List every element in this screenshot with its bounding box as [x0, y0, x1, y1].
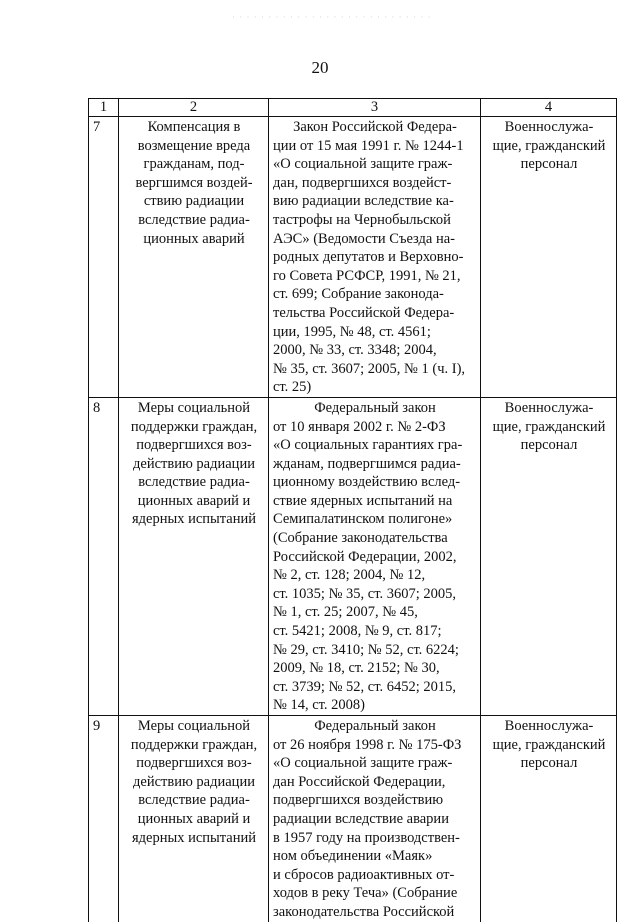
table-row	[89, 117, 617, 398]
measure-cell	[119, 397, 269, 715]
category-line: щие, гражданский	[492, 736, 606, 753]
measure-line: ционных аварий	[143, 230, 245, 247]
law-line: «О социальной защите граж-	[273, 156, 453, 173]
law-line: № 2, ст. 128; 2004, № 12,	[273, 567, 426, 584]
law-line: в 1957 году на производствен-	[273, 829, 460, 846]
table-header-row	[89, 99, 617, 117]
measure-line: Меры социальной	[137, 718, 251, 734]
law-line: жданам, подвергшимся радиа-	[273, 455, 461, 472]
row-number-cell	[89, 716, 119, 922]
row-number-cell	[89, 117, 119, 398]
law-line: № 14, ст. 2008)	[273, 697, 365, 714]
measure-line: вследствие радиа-	[138, 792, 250, 809]
measure-line: вследствие радиа-	[138, 211, 250, 228]
law-line: подвергшихся воздействию	[273, 792, 444, 809]
law-line: родных депутатов и Верховно-	[273, 249, 464, 266]
law-line: ст. 5421; 2008, № 9, ст. 817;	[273, 623, 442, 640]
category-line: щие, гражданский	[492, 418, 606, 435]
category-line: персонал	[520, 755, 578, 772]
measure-line: ядерных испытаний	[131, 829, 257, 846]
measure-line: ядерных испытаний	[131, 511, 257, 528]
law-line: Российской Федерации, 2002,	[273, 548, 457, 565]
law-line: ционному воздействию вслед-	[273, 474, 461, 491]
law-line: тастрофы на Чернобыльской	[273, 211, 451, 228]
law-line: № 1, ст. 25; 2007, № 45,	[273, 604, 418, 621]
law-line: ции от 15 мая 1991 г. № 1244-1	[273, 137, 464, 154]
category-cell	[481, 117, 617, 398]
law-line: «О социальных гарантиях гра-	[273, 437, 463, 454]
law-line: Федеральный закон	[314, 399, 436, 416]
measure-line: гражданам, под-	[143, 156, 245, 173]
row-number-cell	[89, 397, 119, 715]
law-line: ст. 699; Собрание законода-	[273, 286, 444, 303]
law-line: тельства Российской Федера-	[273, 304, 455, 321]
measure-line: ционных аварий и	[137, 810, 251, 827]
law-line: ст. 25)	[273, 379, 312, 396]
law-line: ном объединении «Маяк»	[273, 848, 433, 865]
law-line: законодательства Российской	[273, 903, 455, 920]
law-line: го Совета РСФСР, 1991, № 21,	[273, 267, 461, 284]
law-line: «О социальной защите граж-	[273, 755, 453, 772]
column-header: 3	[269, 99, 481, 117]
measure-line: поддержки граждан,	[130, 736, 258, 753]
law-line: и сбросов радиоактивных от-	[273, 866, 455, 883]
measure-line: Компенсация в	[147, 119, 241, 135]
law-line: дан, подвергшихся воздейст-	[273, 174, 452, 191]
row-number: 9	[93, 718, 101, 734]
measure-line: подвергшихся воз-	[136, 437, 252, 454]
measure-line: Меры социальной	[137, 399, 251, 416]
category-line: Военнослужа-	[504, 718, 594, 734]
category-cell	[481, 716, 617, 922]
column-header: 4	[481, 99, 617, 117]
header-faint-stamp: · · · · · · · · · · · · · · · · · · · · · · · · · · · ·	[232, 12, 432, 22]
law-line: АЭС» (Ведомости Съезда на-	[273, 230, 455, 247]
law-cell	[269, 716, 481, 922]
document-table	[88, 98, 617, 922]
law-line: ции, 1995, № 48, ст. 4561;	[273, 323, 431, 340]
law-line: ствие ядерных испытаний на	[273, 492, 453, 509]
law-line: ходов в реку Теча» (Собрание	[273, 885, 458, 902]
law-line: от 10 января 2002 г. № 2-ФЗ	[273, 418, 446, 435]
measure-line: возмещение вреда	[137, 137, 251, 154]
law-cell	[269, 397, 481, 715]
row-number: 8	[93, 399, 101, 416]
law-line: Закон Российской Федера-	[293, 119, 457, 135]
measure-line: действию радиации	[133, 773, 255, 790]
measure-line: поддержки граждан,	[130, 418, 258, 435]
category-line: персонал	[520, 437, 578, 454]
table-row	[89, 716, 617, 922]
law-line: Семипалатинском полигоне»	[273, 511, 453, 528]
column-header: 2	[119, 99, 269, 117]
law-line: радиации вследствие аварии	[273, 810, 449, 827]
law-cell	[269, 117, 481, 398]
law-line: 2000, № 33, ст. 3348; 2004,	[273, 342, 437, 359]
law-line: дан Российской Федерации,	[273, 773, 446, 790]
column-header: 1	[89, 99, 119, 117]
row-number: 7	[93, 119, 101, 135]
category-line: персонал	[520, 156, 578, 173]
measure-line: ционных аварий и	[137, 492, 251, 509]
category-line: щие, гражданский	[492, 137, 606, 154]
law-line: Федеральный закон	[314, 718, 436, 734]
law-line: № 29, ст. 3410; № 52, ст. 6224;	[273, 641, 459, 658]
law-line: ст. 1035; № 35, ст. 3607; 2005,	[273, 585, 457, 602]
page-number: 20	[311, 58, 329, 77]
category-line: Военнослужа-	[504, 399, 594, 416]
law-line: 2009, № 18, ст. 2152; № 30,	[273, 660, 440, 677]
measure-line: подвергшихся воз-	[136, 755, 252, 772]
measure-line: действию радиации	[133, 455, 255, 472]
measure-line: вследствие радиа-	[138, 474, 250, 491]
category-cell	[481, 397, 617, 715]
measure-line: ствию радиации	[143, 193, 245, 210]
law-line: от 26 ноября 1998 г. № 175-ФЗ	[273, 736, 462, 753]
measure-cell	[119, 117, 269, 398]
measure-line: вергшимся воздей-	[135, 174, 253, 191]
measure-cell	[119, 716, 269, 922]
law-line: (Собрание законодательства	[273, 530, 448, 547]
table-row	[89, 397, 617, 715]
category-line: Военнослужа-	[504, 119, 594, 135]
law-line: ст. 3739; № 52, ст. 6452; 2015,	[273, 678, 457, 695]
law-line: № 35, ст. 3607; 2005, № 1 (ч. I),	[273, 360, 466, 377]
law-line: вию радиации вследствие ка-	[273, 193, 454, 210]
